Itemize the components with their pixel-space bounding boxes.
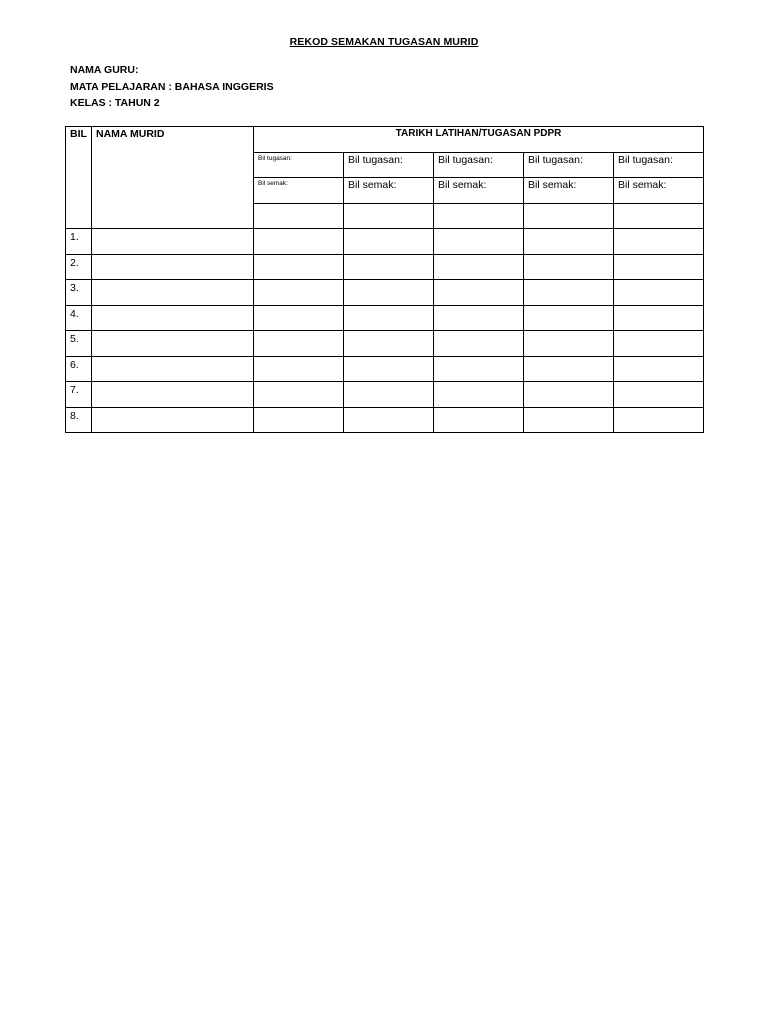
record-table	[65, 126, 704, 433]
table-row	[66, 407, 704, 433]
header-tarikh: TARIKH LATIHAN/TUGASAN PDPR	[254, 127, 704, 153]
check-cell[interactable]	[254, 280, 344, 306]
student-name-cell[interactable]	[92, 356, 254, 382]
nama-guru-line: NAMA GURU:	[70, 64, 139, 76]
check-cell[interactable]	[254, 229, 344, 255]
check-cell[interactable]	[524, 305, 614, 331]
check-cell[interactable]	[614, 382, 704, 408]
date-entry-cell[interactable]	[344, 203, 434, 229]
date-entry-cell[interactable]	[614, 203, 704, 229]
date-entry-cell[interactable]	[434, 203, 524, 229]
bil-tugasan-small-label: Bil tugasan:	[254, 152, 344, 178]
check-cell[interactable]	[434, 280, 524, 306]
table-row	[66, 331, 704, 357]
check-cell[interactable]	[614, 254, 704, 280]
check-cell[interactable]	[614, 356, 704, 382]
student-name-cell[interactable]	[92, 331, 254, 357]
date-entry-cell[interactable]	[254, 203, 344, 229]
student-name-cell[interactable]	[92, 382, 254, 408]
row-number: 1.	[66, 229, 92, 255]
bil-tugasan-label: Bil tugasan:	[344, 152, 434, 178]
check-cell[interactable]	[614, 331, 704, 357]
bil-semak-label: Bil semak:	[434, 178, 524, 204]
check-cell[interactable]	[434, 356, 524, 382]
row-number: 5.	[66, 331, 92, 357]
check-cell[interactable]	[344, 280, 434, 306]
check-cell[interactable]	[524, 382, 614, 408]
table-row	[66, 356, 704, 382]
row-number: 2.	[66, 254, 92, 280]
check-cell[interactable]	[254, 331, 344, 357]
check-cell[interactable]	[524, 229, 614, 255]
table-row	[66, 229, 704, 255]
header-nama-murid: NAMA MURID	[92, 127, 254, 229]
check-cell[interactable]	[344, 331, 434, 357]
row-number: 8.	[66, 407, 92, 433]
table-row	[66, 382, 704, 408]
check-cell[interactable]	[254, 356, 344, 382]
row-number: 6.	[66, 356, 92, 382]
date-entry-cell[interactable]	[524, 203, 614, 229]
check-cell[interactable]	[524, 407, 614, 433]
student-name-cell[interactable]	[92, 254, 254, 280]
table-row	[66, 254, 704, 280]
table-row	[66, 280, 704, 306]
check-cell[interactable]	[344, 254, 434, 280]
student-name-cell[interactable]	[92, 229, 254, 255]
bil-semak-label: Bil semak:	[614, 178, 704, 204]
check-cell[interactable]	[524, 356, 614, 382]
check-cell[interactable]	[344, 229, 434, 255]
student-name-cell[interactable]	[92, 305, 254, 331]
check-cell[interactable]	[344, 382, 434, 408]
check-cell[interactable]	[614, 229, 704, 255]
row-number: 3.	[66, 280, 92, 306]
row-number: 7.	[66, 382, 92, 408]
check-cell[interactable]	[434, 407, 524, 433]
student-name-cell[interactable]	[92, 407, 254, 433]
check-cell[interactable]	[614, 407, 704, 433]
check-cell[interactable]	[524, 254, 614, 280]
check-cell[interactable]	[254, 254, 344, 280]
info-block	[70, 62, 274, 112]
bil-semak-small-label: Bil semak:	[254, 178, 344, 204]
check-cell[interactable]	[434, 229, 524, 255]
check-cell[interactable]	[434, 331, 524, 357]
bil-tugasan-label: Bil tugasan:	[434, 152, 524, 178]
check-cell[interactable]	[344, 305, 434, 331]
bil-tugasan-label: Bil tugasan:	[614, 152, 704, 178]
check-cell[interactable]	[434, 382, 524, 408]
check-cell[interactable]	[254, 305, 344, 331]
check-cell[interactable]	[344, 356, 434, 382]
check-cell[interactable]	[614, 280, 704, 306]
kelas-line: KELAS : TAHUN 2	[70, 97, 160, 109]
student-name-cell[interactable]	[92, 280, 254, 306]
table-row	[66, 305, 704, 331]
check-cell[interactable]	[524, 331, 614, 357]
row-number: 4.	[66, 305, 92, 331]
mata-pelajaran-line: MATA PELAJARAN : BAHASA INGGERIS	[70, 80, 274, 93]
check-cell[interactable]	[254, 407, 344, 433]
bil-semak-label: Bil semak:	[344, 178, 434, 204]
document-title: REKOD SEMAKAN TUGASAN MURID	[289, 36, 479, 48]
check-cell[interactable]	[614, 305, 704, 331]
check-cell[interactable]	[524, 280, 614, 306]
header-row	[66, 127, 704, 153]
header-bil: BIL	[66, 127, 92, 229]
check-cell[interactable]	[344, 407, 434, 433]
bil-semak-label: Bil semak:	[524, 178, 614, 204]
check-cell[interactable]	[434, 305, 524, 331]
check-cell[interactable]	[434, 254, 524, 280]
check-cell[interactable]	[254, 382, 344, 408]
bil-tugasan-label: Bil tugasan:	[524, 152, 614, 178]
